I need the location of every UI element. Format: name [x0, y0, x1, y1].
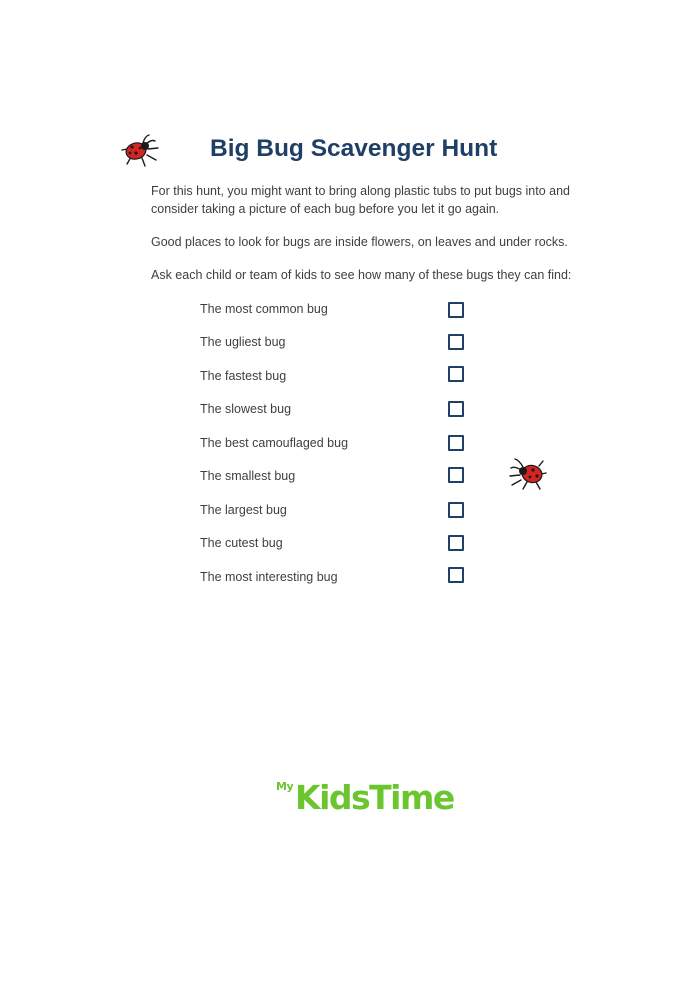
checklist-item-label: The cutest bug: [200, 536, 283, 550]
intro-paragraph: For this hunt, you might want to bring along plastic tubs to put bugs into and consider taking a picture of each bug before you let it go again.: [151, 184, 571, 216]
checkbox-icon[interactable]: [448, 302, 464, 318]
checkbox-icon[interactable]: [448, 535, 464, 551]
checklist-item-label: The largest bug: [200, 503, 287, 517]
checklist-item-label: The best camouflaged bug: [200, 436, 349, 450]
checkbox-icon[interactable]: [448, 567, 464, 583]
checklist-item-label: The fastest bug: [200, 369, 287, 383]
checkbox-icon[interactable]: [448, 334, 464, 350]
checklist-item-label: The slowest bug: [200, 402, 292, 416]
ladybug-icon: [121, 133, 161, 167]
tips-paragraph: Good places to look for bugs are inside flowers, on leaves and under rocks.: [151, 235, 568, 249]
checkbox-icon[interactable]: [448, 435, 464, 451]
checkbox-icon[interactable]: [448, 467, 464, 483]
checkbox-icon[interactable]: [448, 502, 464, 518]
logo-name-text: KidsTime: [295, 778, 454, 817]
ladybug-icon: [509, 456, 547, 490]
checklist-item-label: The smallest bug: [200, 469, 296, 483]
checkbox-icon[interactable]: [448, 401, 464, 417]
checklist-item-label: The ugliest bug: [200, 335, 286, 349]
page-title: Big Bug Scavenger Hunt: [210, 135, 498, 162]
instruction-paragraph: Ask each child or team of kids to see how many of these bugs they can find:: [151, 268, 572, 282]
checkbox-icon[interactable]: [448, 366, 464, 382]
checklist-item-label: The most common bug: [200, 302, 328, 316]
logo-my-text: My: [276, 780, 294, 793]
checklist-item-label: The most interesting bug: [200, 570, 338, 584]
